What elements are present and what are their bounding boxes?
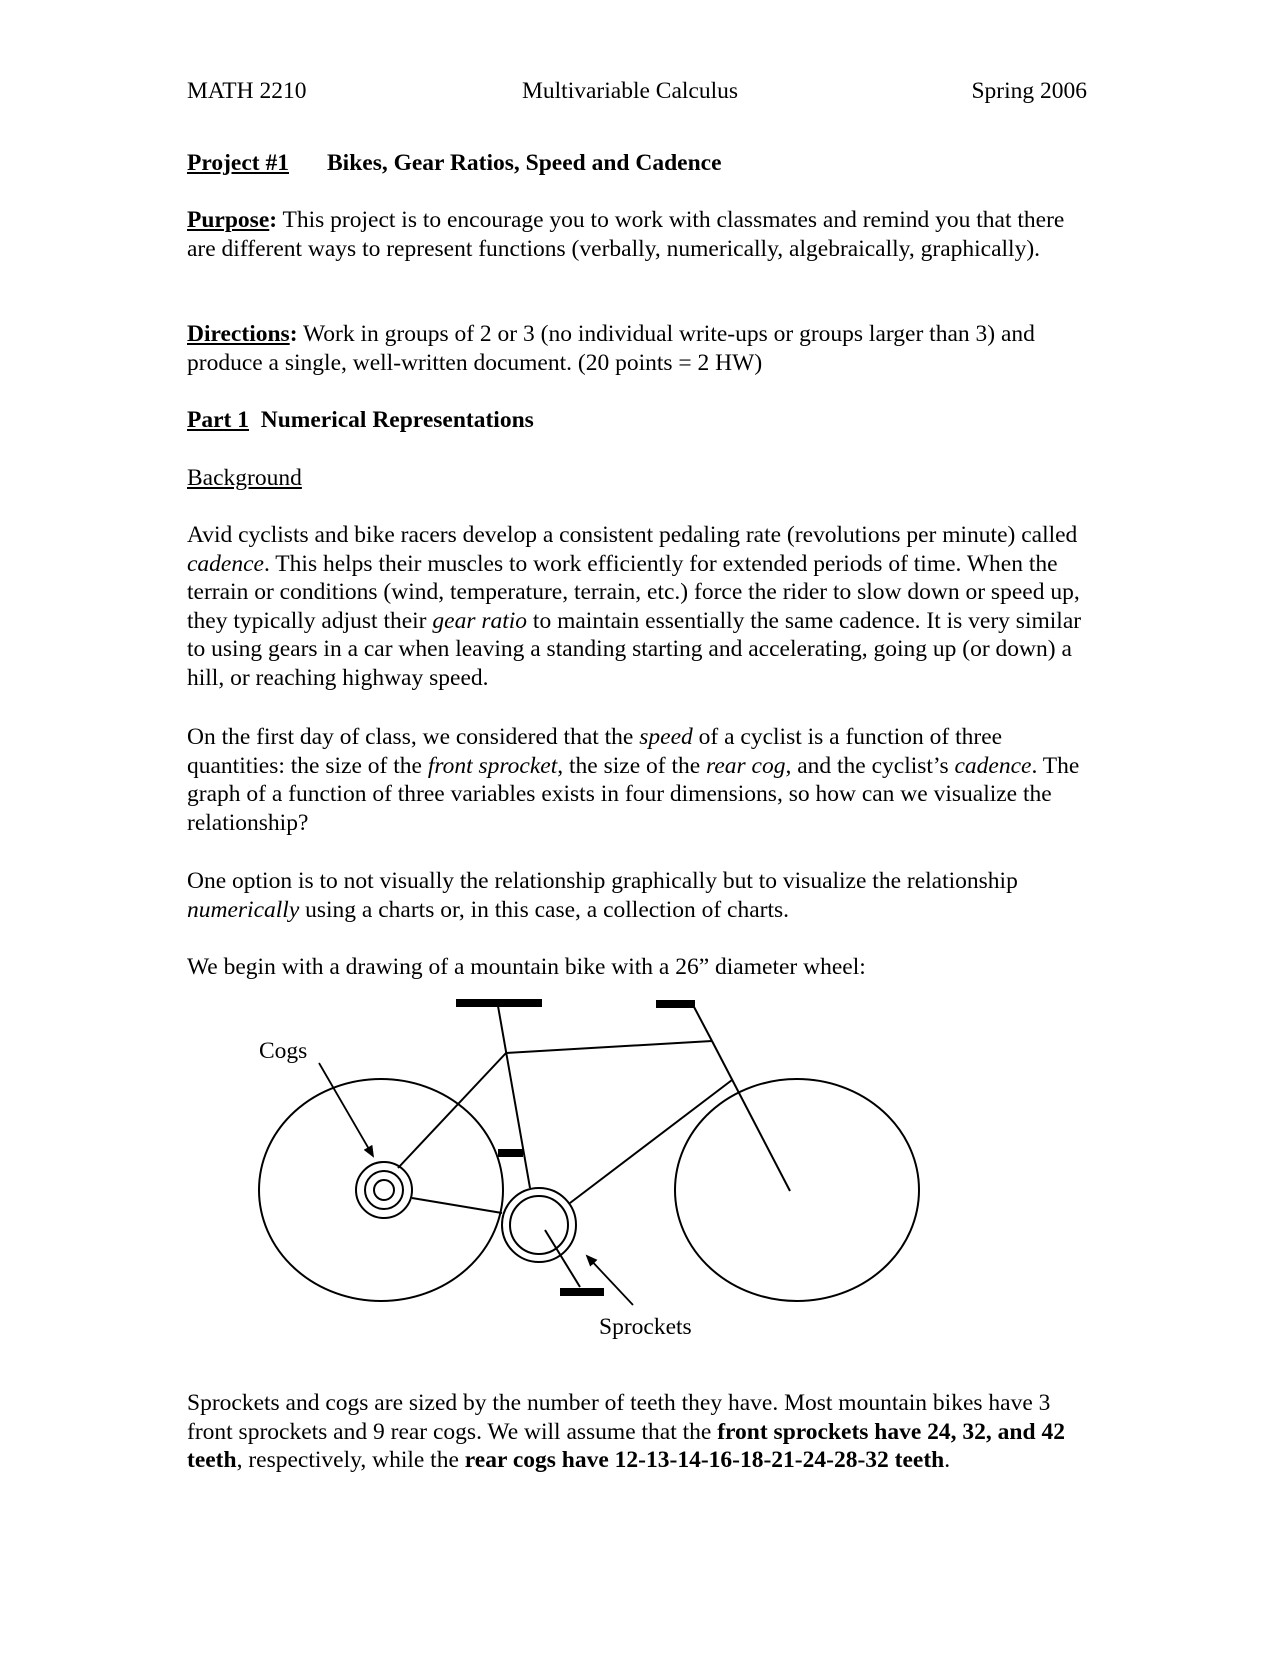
- cogs-label: Cogs: [259, 1038, 308, 1064]
- purpose-label: Purpose: [187, 207, 270, 233]
- para5-text-1: Sprockets and cogs are sized by the number of teeth they have. Most mountain bikes have 3 front sprockets and 9 rear cogs. We will assume that the: [187, 1390, 1051, 1445]
- para5-text-2: , respectively, while the: [236, 1447, 465, 1474]
- head-tube: [693, 1005, 712, 1041]
- course-code: MATH 2210: [187, 78, 307, 104]
- seat-tube: [498, 1006, 530, 1188]
- part1-label: Part 1: [187, 407, 249, 433]
- purpose-colon: :: [269, 207, 278, 233]
- down-tube: [570, 1080, 732, 1203]
- top-tube: [506, 1041, 712, 1053]
- para2-text-4: , and the cyclist’s: [785, 752, 955, 779]
- background-label: Background: [187, 465, 302, 491]
- project-title: Bikes, Gear Ratios, Speed and Cadence: [327, 150, 722, 176]
- paragraph-gear-sizes: [187, 1389, 1087, 1475]
- course-term: Spring 2006: [971, 78, 1087, 104]
- directions-colon: :: [289, 321, 298, 347]
- course-title: Multivariable Calculus: [522, 78, 739, 104]
- seat-stay: [398, 1053, 506, 1168]
- cog-middle: [365, 1171, 403, 1209]
- purpose-text: This project is to encourage you to work with classmates and remind you that there are different ways to represent functions (verbally, numerically, algebraically, graphically).: [187, 207, 1065, 262]
- para1-text-3: to maintain essentially the same cadence. It is very similar to using gears in a car when leaving a standing starting and accelerating, going up (or down) a hill, or reaching highway speed.: [187, 607, 1082, 691]
- para5-text-3: .: [944, 1447, 951, 1474]
- sprocket-inner: [510, 1196, 568, 1254]
- para1-text-2: . This helps their muscles to work efficiently for extended periods of time. When the terrain or conditions (wind, temperature, terrain, etc.) force the rider to slow down or speed up, they typically adjust their: [187, 550, 1080, 634]
- para5-front-sprockets: front sprockets have 24, 32, and 42 teeth: [187, 1418, 1065, 1474]
- para2-text-3: , the size of the: [557, 752, 707, 779]
- sprockets-arrow: [587, 1256, 633, 1305]
- para2-rear-cog: rear cog: [706, 752, 786, 779]
- cogs-arrow: [319, 1063, 373, 1156]
- crank-arm: [545, 1230, 580, 1287]
- part1-title: Numerical Representations: [260, 407, 534, 433]
- front-wheel: [675, 1079, 919, 1301]
- rear-wheel: [259, 1079, 503, 1301]
- project-label: Project #1: [187, 150, 289, 176]
- para2-cadence: cadence: [954, 752, 1032, 779]
- para2-front-sprocket: front sprocket: [427, 752, 558, 779]
- para1-gear-ratio: gear ratio: [432, 607, 528, 634]
- para3-text-2: using a charts or, in this case, a collection of charts.: [299, 896, 790, 923]
- para3-text-1: One option is to not visually the relationship graphically but to visualize the relationship: [187, 868, 1018, 894]
- para2-text-2: of a cyclist is a function of three quantities: the size of the: [187, 724, 1003, 779]
- sprockets-label: Sprockets: [599, 1314, 692, 1340]
- para2-speed: speed: [639, 724, 693, 750]
- sprocket-outer: [502, 1188, 576, 1262]
- para2-text-1: On the first day of class, we considered that the: [187, 724, 640, 750]
- chain-stay: [412, 1198, 502, 1213]
- directions-label: Directions: [187, 321, 290, 347]
- para1-cadence: cadence: [187, 550, 264, 577]
- fork: [712, 1041, 790, 1191]
- para3-numerically: numerically: [187, 896, 300, 923]
- para1-text-1: Avid cyclists and bike racers develop a consistent pedaling rate (revolutions per minute) called: [187, 522, 1078, 548]
- para5-rear-cogs: rear cogs have 12-13-14-16-18-21-24-28-32 teeth: [464, 1447, 945, 1474]
- para2-text-5: . The graph of a function of three variables exists in four dimensions, so how can we visualize the relationship?: [187, 752, 1080, 836]
- cog-inner: [374, 1180, 394, 1200]
- para4-text: We begin with a drawing of a mountain bike with a 26” diameter wheel:: [187, 954, 866, 980]
- directions-text: Work in groups of 2 or 3 (no individual write-ups or groups larger than 3) and produce a single, well-written document. (20 points = 2 HW): [187, 321, 1035, 376]
